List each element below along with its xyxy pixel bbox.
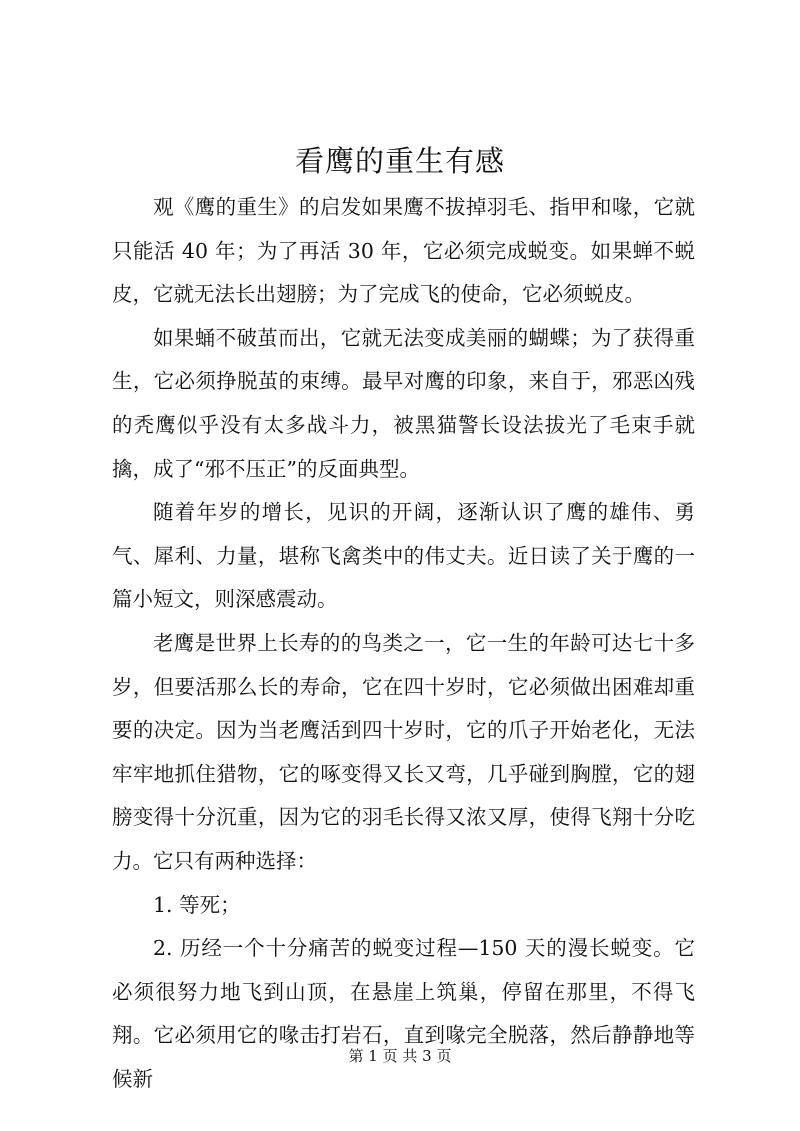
document-body [112,186,695,1101]
paragraph-3: 随着年岁的增长，见识的开阔，逐渐认识了鹰的雄伟、勇气、犀利、力量，堪称飞禽类中的伟丈夫。近日读了关于鹰的一篇小短文，则深感震动。 [112,500,695,612]
paragraph-2: 如果蛹不破茧而出，它就无法变成美丽的蝴蝶；为了获得重生，它必须挣脱茧的束缚。最早对鹰的印象，来自于，邪恶凶残的秃鹰似乎没有太多战斗力，被黑猫警长设法拔光了毛束手就擒，成了“邪不压正”的反面典型。 [112,325,695,481]
page-footer: 第 1 页 共 3 页 [348,1047,452,1065]
document-title: 看鹰的重生有感 [294,144,505,178]
paragraph-1: 观《鹰的重生》的启发如果鹰不拔掉羽毛、指甲和喙，它就只能活 40 年；为了再活 30 年，它必须完成蜕变。如果蝉不蜕皮，它就无法长出翅膀；为了完成飞的使命，它必须蜕皮。 [112,195,695,307]
paragraph-4: 老鹰是世界上长寿的的鸟类之一，它一生的年龄可达七十多岁，但要活那么长的寿命，它在四十岁时，它必须做出困难却重要的决定。因为当老鹰活到四十岁时，它的爪子开始老化，无法牢牢地抓住猎物，它的啄变得又长又弯，几乎碰到胸膛，它的翅膀变得十分沉重，因为它的羽毛长得又浓又厚，使得飞翔十分吃力。它只有两种选择： [112,630,695,873]
list-item-2: 2. 历经一个十分痛苦的蜕变过程—150 天的漫长蜕变。它必须很努力地飞到山顶，在悬崖上筑巢，停留在那里，不得飞翔。它必须用它的喙击打岩石，直到喙完全脱落，然后静静地等候新 [112,936,695,1091]
list-item-1: 1. 等死； [153,892,241,917]
